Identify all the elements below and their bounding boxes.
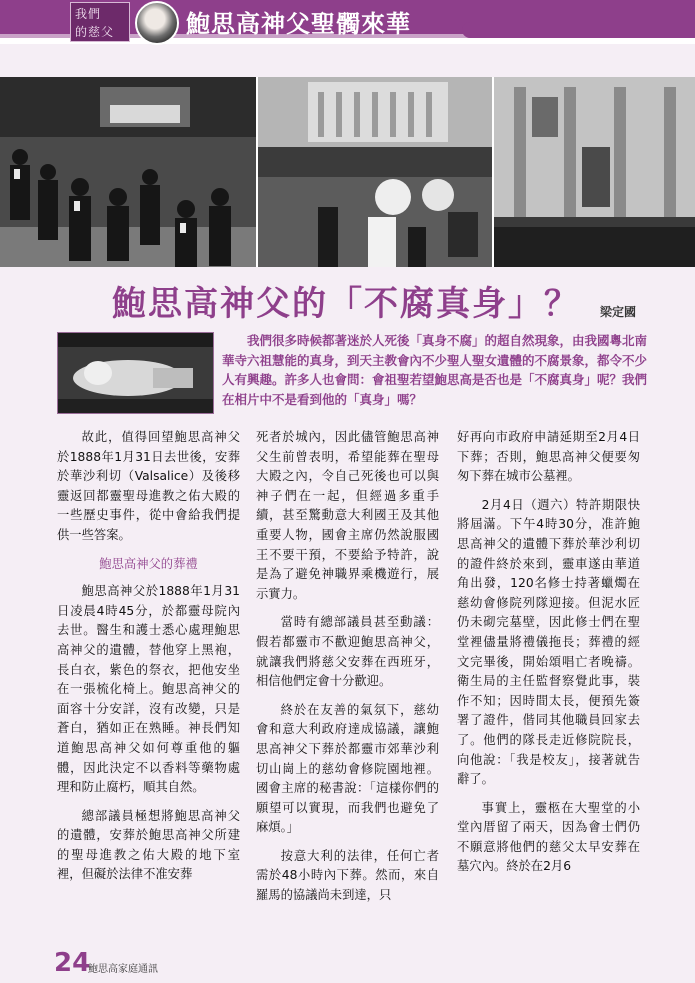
photo-basilica-square xyxy=(494,77,695,267)
photo-strip xyxy=(0,77,695,267)
series-logo-line1: 我們 xyxy=(75,7,102,21)
portrait-image xyxy=(135,1,179,45)
article-column-3 xyxy=(457,428,640,886)
publication-name: 鮑思高家庭通訊 xyxy=(88,964,158,975)
article-column-1 xyxy=(57,428,240,894)
paragraph: 死者於城內，因此儘管鮑思高神父生前曾表明，希望能葬在聖母大殿之內，令自己死後也可以與神子們在一起，但經過多重手續，甚至驚動意大利國王及其他重要人物，國會主席仍然說服國王不要干預，不要給予特許，說是為了避免神職界乘機遊行，展示實力。 xyxy=(256,430,439,601)
article-author: 梁定國 xyxy=(600,305,637,319)
series-logo-line2: 的慈父 xyxy=(75,25,115,39)
paragraph: 按意大利的法律，任何亡者需於48小時內下葬。然而，來自羅馬的協議尚未到達，只 xyxy=(256,848,439,903)
section-subheading: 鮑思高神父的葬禮 xyxy=(99,556,198,571)
photo-relic-body xyxy=(57,332,214,414)
article-intro: 我們很多時候都著迷於人死後「真身不腐」的超自然現象，由我國粵北南華寺六祖慧能的真身，到天主教會內不少聖人聖女遺體的不腐景象，都令不少人有興趣。許多人也會問：會祖聖若望鮑思高是否也是「不腐真身」呢？我們在相片中不是看到他的「真身」嗎？ xyxy=(222,333,648,407)
paragraph: 當時有總部議員甚至動議：假若都靈市不歡迎鮑思高神父，就讓我們將慈父安葬在西班牙，相信他們定會十分歡迎。 xyxy=(256,615,439,689)
page-number: 24 xyxy=(54,948,91,978)
header-accent-pill xyxy=(462,22,695,38)
paragraph: 鮑思高神父於1888年1月31日凌晨4時45分，於都靈母院內去世。醫生和護士悉心處理鮑思高神父的遺體，替他穿上黑袍，長白衣，紫色的祭衣，把他安坐在一張梳化椅上。鮑思高神父的面容十分安詳，沒有改變，只是蒼白，猶如正在熟睡。神長們知道鮑思高神父如何尊重他的軀體，因此決定不以香料等藥物處理和防止腐朽，順其自然。 xyxy=(57,584,240,795)
page-header xyxy=(0,0,695,44)
paragraph: 2月4日（週六）特許期限快將屆滿。下午4時30分，准許鮑思高神父的遺體下葬於華沙利切的證件終於來到，靈車遂由華道角出發，120名修士持著蠟燭在慈幼會修院列隊迎接。但泥水匠仍未砌完墓壁，因此修士們在聖堂裡儘量將禮儀拖長；葬禮的經文完畢後，開始頌唱亡者晚禱。衛生局的主任監督察覺此事，裝作不知；因時間太長，便預先簽署了證件，偕同其他職員回家去了。他們的隊長走近修院院長，向他說：「我是校友」，接著就告辭了。 xyxy=(457,497,640,787)
article-column-2 xyxy=(256,428,439,915)
photo-monument-hearse xyxy=(258,77,492,267)
series-logo xyxy=(70,2,130,42)
photo-funeral-procession xyxy=(0,77,256,267)
article-headline: 鮑思高神父的「不腐真身」？ xyxy=(112,284,580,324)
paragraph: 終於在友善的氣氛下，慈幼會和意大利政府達成協議，讓鮑思高神父下葬於都靈市郊華沙利切山崗上的慈幼會修院園地裡。國會主席的秘書說：「這樣你們的願望可以實現，而我們也避免了麻煩。」 xyxy=(256,702,439,835)
paragraph: 好再向市政府申請延期至2月4日下葬；否則，鮑思高神父便要匆匆下葬在城市公墓裡。 xyxy=(457,430,640,484)
header-title: 鮑思高神父聖髑來華 xyxy=(186,10,411,38)
paragraph: 總部議員極想將鮑思高神父的遺體，安葬於鮑思高神父所建的聖母進教之佑大殿的地下室裡，但礙於法律不准安葬 xyxy=(57,808,240,882)
paragraph: 事實上，靈柩在大聖堂的小堂內厝留了兩天，因為會士們仍不願意將他們的慈父太早安葬在墓穴內。終於在2月6 xyxy=(457,800,640,874)
paragraph: 故此，值得回望鮑思高神父於1888年1月31日去世後，安葬於華沙利切（Valsalice）及後移靈返回都靈聖母進教之佑大殿的一些歷史事件，從中會給我們提供一些答案。 xyxy=(57,430,240,542)
